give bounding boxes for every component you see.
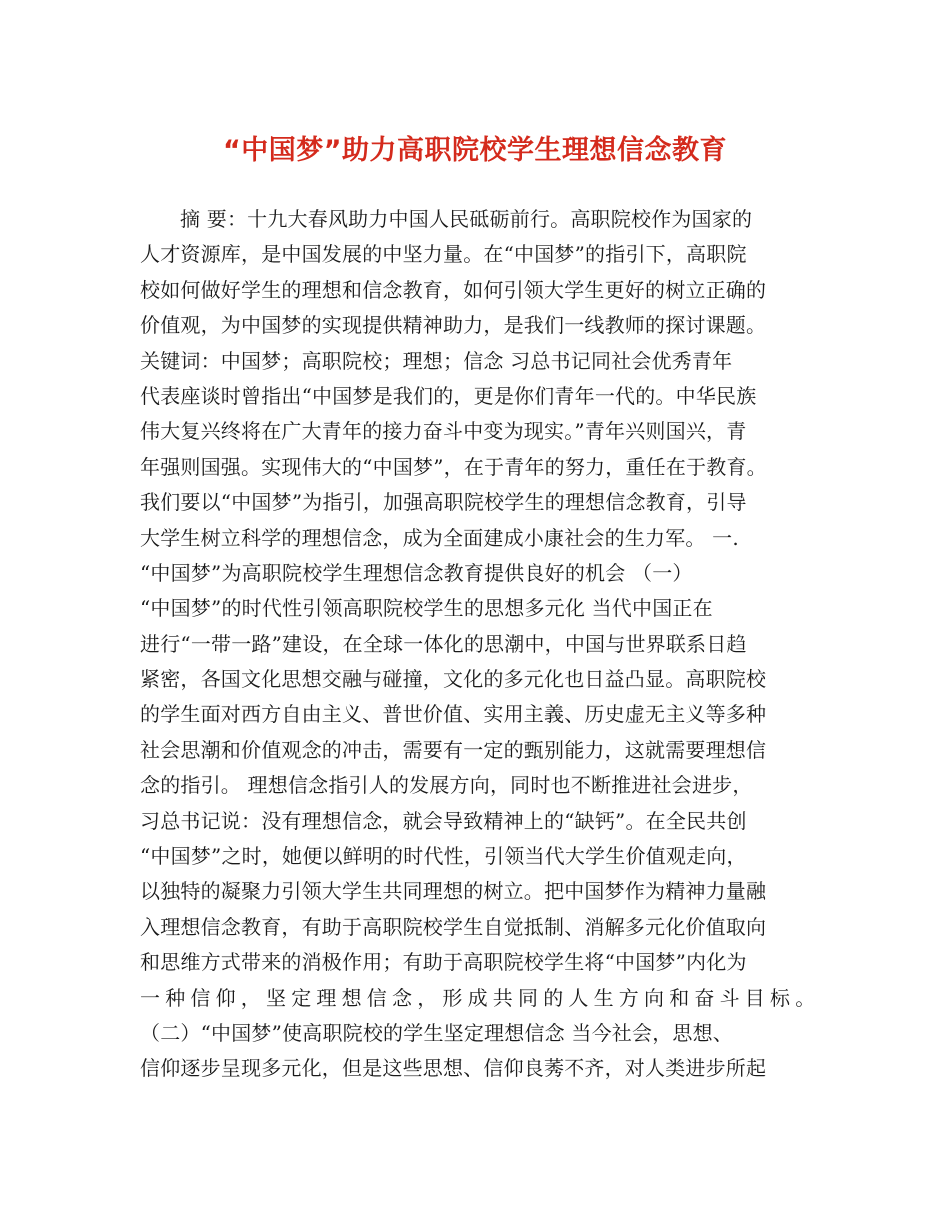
paragraph-line: 信仰逐步呈现多元化，但是这些思想、信仰良莠不齐，对人类进步所起	[140, 1056, 767, 1081]
paragraph-line: 一种信仰，坚定理想信念，形成共同的人生方向和奋斗目标。	[140, 985, 821, 1010]
paragraph-line: “中国梦”的时代性引领高职院校学生的思想多元化 当代中国正在	[140, 596, 713, 621]
paragraph-line: 我们要以“中国梦”为指引，加强高职院校学生的理想信念教育，引导	[140, 490, 747, 515]
paragraph-line: 念的指引。 理想信念指引人的发展方向，同时也不断推进社会进步，	[140, 773, 753, 798]
paragraph-line: 大学生树立科学的理想信念，成为全面建成小康社会的生力军。 一.	[140, 525, 739, 550]
paragraph-line: 习总书记说：没有理想信念，就会导致精神上的“缺钙”。在全民共创	[140, 808, 747, 833]
paragraph-line: 和思维方式带来的消极作用；有助于高职院校学生将“中国梦”内化为	[140, 950, 747, 975]
paragraph-line: 价值观，为中国梦的实现提供精神助力，是我们一线教师的探讨课题。	[140, 313, 767, 338]
paragraph-line: 校如何做好学生的理想和信念教育，如何引领大学生更好的树立正确的	[140, 277, 767, 302]
paragraph-line: 代表座谈时曾指出“中国梦是我们的，更是你们青年一代的。中华民族	[140, 383, 757, 408]
paragraph-line: 的学生面对西方自由主义、普世价值、实用主義、历史虚无主义等多种	[140, 702, 767, 727]
paragraph-line: 进行“一带一路”建设，在全球一体化的思潮中，中国与世界联系日趋	[140, 631, 747, 656]
paragraph-line: 伟大复兴终将在广大青年的接力奋斗中变为现实。”青年兴则国兴，青	[140, 419, 747, 444]
paragraph-line: 年强则国强。实现伟大的“中国梦”，在于青年的努力，重任在于教育。	[140, 454, 767, 479]
paragraph-line: 关键词：中国梦；高职院校；理想；信念 习总书记同社会优秀青年	[140, 348, 733, 373]
paragraph-line: 入理想信念教育，有助于高职院校学生自觉抵制、消解多元化价值取向	[140, 914, 767, 939]
document-title: “中国梦”助力高职院校学生理想信念教育	[223, 135, 727, 166]
document-body	[140, 202, 820, 1087]
paragraph-line: “中国梦”为高职院校学生理想信念教育提供良好的机会 （一）	[140, 560, 693, 585]
paragraph-line: （二）“中国梦”使高职院校的学生坚定理想信念 当今社会，思想、	[140, 1020, 734, 1045]
paragraph-line: 紧密，各国文化思想交融与碰撞，文化的多元化也日益凸显。高职院校	[140, 667, 767, 692]
paragraph-line: 人才资源库，是中国发展的中坚力量。在“中国梦”的指引下，高职院	[140, 242, 747, 267]
paragraph-line: 社会思潮和价值观念的冲击，需要有一定的甄别能力，这就需要理想信	[140, 737, 767, 762]
paragraph-line: 以独特的凝聚力引领大学生共同理想的树立。把中国梦作为精神力量融	[140, 879, 767, 904]
paragraph-line: 摘 要：十九大春风助力中国人民砥砺前行。高职院校作为国家的	[180, 207, 753, 231]
paragraph-line: “中国梦”之时，她便以鲜明的时代性，引领当代大学生价值观走向，	[140, 844, 747, 869]
